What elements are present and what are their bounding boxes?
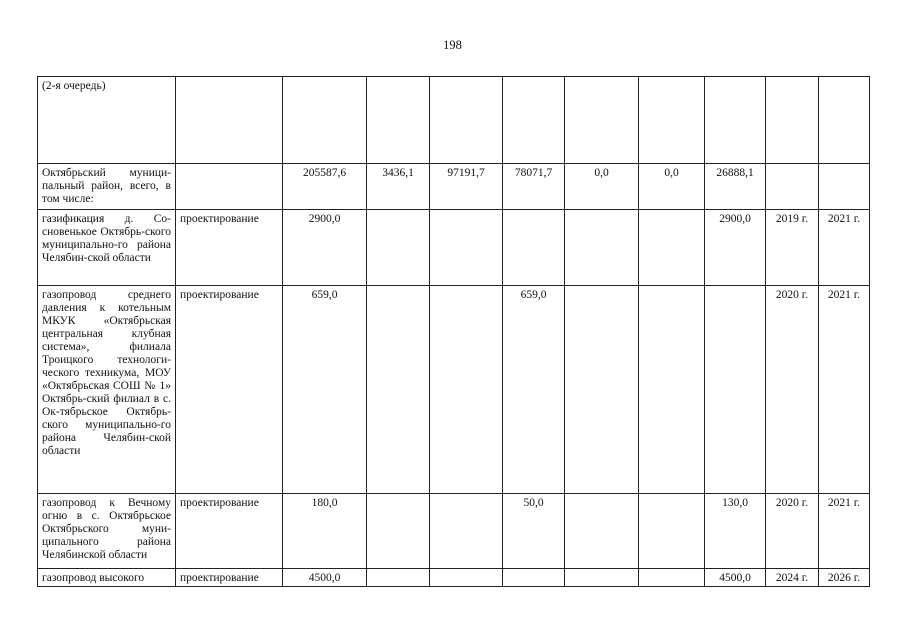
start-year-cell-text: 2024 г. (775, 572, 809, 584)
amount-cell (565, 494, 639, 569)
total-amount-cell-text: 659,0 (311, 289, 338, 301)
project-name-cell-text: газопровод среднего давления к котельным МКУК «Октябрьская центральная клубная система», филиала Троицкого технологи-ческого техникума, МОУ «Октябрьская СОШ № 1» Октябрь-ский филиал в с. Ок-тябрьское Октябрь-ского муниципально-го района Челябин-ской области (42, 289, 171, 457)
total-amount-cell (283, 77, 367, 164)
amount-cell (705, 77, 766, 164)
project-name-cell-text: газификация д. Со-сновенькое Октябрь-ского муниципально-го района Челябин-ской области (42, 213, 171, 264)
start-year-cell (766, 210, 819, 286)
stage-cell (176, 77, 283, 164)
amount-cell (367, 569, 430, 587)
amount-cell (639, 494, 705, 569)
amount-cell (430, 77, 503, 164)
amount-cell (705, 210, 766, 286)
project-name-cell-text: газопровод высокого (42, 572, 145, 584)
start-year-cell-text: 2020 г. (775, 497, 809, 509)
total-amount-cell-text: 205587,6 (302, 167, 347, 179)
amount-cell (503, 494, 565, 569)
total-amount-cell (283, 569, 367, 587)
total-amount-cell-text: 2900,0 (308, 213, 341, 225)
amount-cell-text: 2900,0 (719, 213, 751, 225)
amount-cell (639, 164, 705, 210)
table-row (38, 164, 870, 210)
amount-cell-text: 50,0 (523, 497, 544, 509)
stage-cell (176, 494, 283, 569)
amount-cell (565, 286, 639, 494)
amount-cell-text: 26888,1 (716, 167, 754, 179)
project-name-cell (38, 569, 176, 587)
project-name-cell-text: Октябрьский муници-пальный район, всего, в том числе: (42, 167, 171, 205)
amount-cell-text: 3436,1 (382, 167, 414, 179)
amount-cell (367, 286, 430, 494)
page-number: 198 (443, 38, 462, 52)
table-row (38, 286, 870, 494)
budget-table (37, 76, 870, 587)
end-year-cell (819, 164, 870, 210)
amount-cell (430, 164, 503, 210)
amount-cell-text: 4500,0 (719, 572, 751, 584)
end-year-cell-text: 2021 г. (827, 497, 861, 509)
amount-cell-text: 0,0 (664, 167, 679, 179)
project-name-cell (38, 210, 176, 286)
start-year-cell (766, 164, 819, 210)
project-name-cell (38, 77, 176, 164)
start-year-cell (766, 286, 819, 494)
start-year-cell (766, 569, 819, 587)
amount-cell (430, 286, 503, 494)
amount-cell (565, 77, 639, 164)
end-year-cell (819, 494, 870, 569)
amount-cell (565, 569, 639, 587)
amount-cell (639, 210, 705, 286)
amount-cell (367, 77, 430, 164)
stage-cell (176, 164, 283, 210)
end-year-cell (819, 77, 870, 164)
amount-cell (503, 569, 565, 587)
start-year-cell (766, 494, 819, 569)
start-year-cell (766, 77, 819, 164)
project-name-cell-text: (2-я очередь) (42, 80, 106, 92)
amount-cell (503, 77, 565, 164)
end-year-cell-text: 2026 г. (827, 572, 861, 584)
total-amount-cell (283, 286, 367, 494)
total-amount-cell-text: 180,0 (311, 497, 338, 509)
amount-cell (430, 494, 503, 569)
amount-cell (503, 164, 565, 210)
amount-cell (367, 210, 430, 286)
amount-cell (639, 569, 705, 587)
amount-cell (430, 210, 503, 286)
stage-cell-text: проектирование (180, 289, 259, 301)
start-year-cell-text: 2020 г. (775, 289, 809, 301)
table-row (38, 77, 870, 164)
amount-cell-text: 97191,7 (447, 167, 485, 179)
table-row (38, 569, 870, 587)
stage-cell-text: проектирование (180, 572, 259, 584)
amount-cell-text: 130,0 (722, 497, 748, 509)
end-year-cell (819, 286, 870, 494)
amount-cell (639, 77, 705, 164)
table-row (38, 210, 870, 286)
project-name-cell (38, 494, 176, 569)
amount-cell (503, 286, 565, 494)
amount-cell-text: 659,0 (520, 289, 547, 301)
amount-cell (565, 210, 639, 286)
stage-cell-text: проектирование (180, 497, 259, 509)
stage-cell (176, 569, 283, 587)
amount-cell (705, 164, 766, 210)
total-amount-cell (283, 164, 367, 210)
project-name-cell (38, 164, 176, 210)
end-year-cell (819, 569, 870, 587)
amount-cell (503, 210, 565, 286)
amount-cell (367, 494, 430, 569)
amount-cell (565, 164, 639, 210)
end-year-cell-text: 2021 г. (827, 289, 861, 301)
amount-cell (705, 286, 766, 494)
end-year-cell-text: 2021 г. (827, 213, 861, 225)
amount-cell (639, 286, 705, 494)
amount-cell-text: 0,0 (594, 167, 609, 179)
amount-cell (705, 494, 766, 569)
total-amount-cell (283, 494, 367, 569)
amount-cell (705, 569, 766, 587)
project-name-cell (38, 286, 176, 494)
stage-cell-text: проектирование (180, 213, 259, 225)
amount-cell (430, 569, 503, 587)
project-name-cell-text: газопровод к Вечному огню в с. Октябрьское Октябрьского муни-ципального района Челябинской области (42, 497, 171, 561)
start-year-cell-text: 2019 г. (775, 213, 809, 225)
amount-cell (367, 164, 430, 210)
stage-cell (176, 286, 283, 494)
end-year-cell (819, 210, 870, 286)
total-amount-cell (283, 210, 367, 286)
total-amount-cell-text: 4500,0 (308, 572, 341, 584)
table-row (38, 494, 870, 569)
amount-cell-text: 78071,7 (514, 167, 553, 179)
stage-cell (176, 210, 283, 286)
